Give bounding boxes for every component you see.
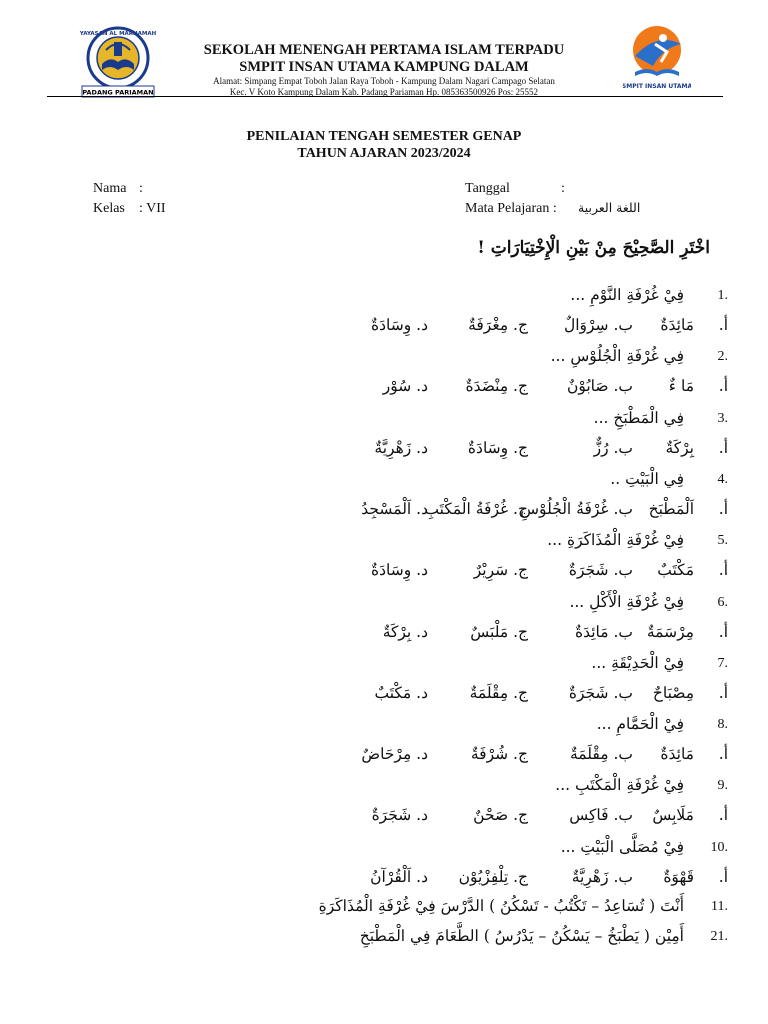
option-3[interactable]: ج. سَرِيْرٌ (473, 561, 528, 580)
logo-left-top-text: YAYASAN AL MARHAMAH (79, 31, 157, 37)
option-4[interactable]: د. سُوْر (382, 377, 428, 396)
option-letter-a: أ. (718, 622, 728, 641)
options-row (188, 561, 728, 587)
school-header (160, 42, 608, 98)
option-letter-a: أ. (718, 316, 728, 334)
option-2[interactable]: ب. فَاكِس (569, 806, 633, 825)
option-2[interactable]: ب. صَابُوْنٌ (566, 377, 633, 396)
option-2[interactable]: ب. زَهْرِيَّةٌ (571, 867, 633, 886)
option-1[interactable]: مَائِدَةٌ (660, 745, 694, 764)
option-3[interactable]: ج. شُرْفَةٌ (470, 745, 528, 764)
foundation-logo (76, 26, 160, 98)
tanggal-separator: : (561, 181, 565, 196)
question-number: 5. (717, 533, 728, 549)
question-number: 9. (717, 778, 728, 794)
options-row (188, 684, 728, 710)
question-number: 4. (717, 471, 728, 487)
question-number: 2. (717, 349, 728, 365)
option-4[interactable]: د. شَجَرَةٌ (371, 806, 428, 825)
option-4[interactable]: د. زَهْرِيَّةٌ (374, 438, 428, 457)
option-3[interactable]: ج. صَحْنٌ (473, 806, 528, 825)
question-row (188, 838, 728, 864)
kelas-value: : VII (139, 201, 166, 216)
question-row (188, 470, 728, 496)
question-text: فِي غُرْفَةِ الْجُلُوْسِ ... (550, 347, 684, 366)
question-text: فِيْ غُرْفَةِ الْأَكْلِ ... (569, 592, 684, 611)
option-letter-a: أ. (718, 867, 728, 886)
school-logo (623, 22, 691, 92)
essay-number: 11. (711, 899, 728, 914)
exam-title-line-1: PENILAIAN TENGAH SEMESTER GENAP (246, 129, 522, 144)
essay-text: أَنْتَ ( تُسَاعِدُ – تَكْتُبُ - تَسْكُنُ ) الدَّرْسَ فِيْ غُرْفَةِ الْمُذَاكَرَةِ (318, 897, 684, 915)
option-4[interactable]: د. مِرْحَاضٌ (361, 745, 428, 764)
option-3[interactable]: ج. تِلْفِزْيُوْن (458, 867, 528, 886)
option-letter-a: أ. (718, 499, 728, 518)
options-row (188, 316, 728, 342)
option-3[interactable]: ج. مِنْضَدَةٌ (465, 377, 528, 396)
option-letter-a: أ. (718, 683, 728, 702)
option-2[interactable]: ب. مَائِدَةٌ (574, 622, 633, 641)
nama-label: Nama (93, 181, 127, 196)
option-3[interactable]: ج. مِقْلَمَةٌ (469, 683, 528, 702)
exam-title (0, 128, 768, 162)
option-letter-a: أ. (718, 745, 728, 764)
logo-left-bottom-text: PADANG PARIAMAN (82, 88, 154, 97)
option-3[interactable]: ج. مَلْبَسٌ (470, 622, 528, 641)
question-row (188, 531, 728, 557)
question-text: فِيْ الْحَمَّامِ ... (596, 715, 684, 734)
essay-text: أَمِيْن ( يَطْبَخُ – يَسْكُنُ – يَدْرُسُ ) الطَّعَامَ فِي الْمَطْبَخِ (359, 927, 684, 945)
question-number: 1. (717, 288, 728, 303)
school-line-2: SMPIT INSAN UTAMA KAMPUNG DALAM (239, 59, 529, 75)
question-text: فِي الْبَيْتِ .. (610, 469, 684, 488)
options-row (188, 745, 728, 771)
question-text: فِيْ مُصَلَّى الْبَيْتِ ... (560, 837, 684, 856)
question-number: 8. (717, 717, 728, 733)
options-row (188, 439, 728, 465)
mapel-label: Mata Pelajaran : (465, 201, 557, 216)
question-text: فِيْ الْحَدِيْقَةِ ... (591, 653, 684, 672)
question-row (188, 286, 728, 312)
question-row (188, 715, 728, 741)
option-1[interactable]: مَا ءٌ (668, 377, 694, 396)
option-1[interactable]: مِصْبَاحٌ (652, 683, 694, 702)
option-3[interactable]: ج. وِسَادَةٌ (467, 438, 528, 457)
option-letter-a: أ. (718, 561, 728, 580)
option-4[interactable]: د. اَلْقُرْآنُ (370, 867, 428, 886)
exam-title-line-2: TAHUN AJARAN 2023/2024 (297, 146, 471, 161)
header-divider (47, 96, 723, 97)
option-1[interactable]: بِرْكَةٌ (665, 438, 694, 457)
option-2[interactable]: ب. غُرْفَةُ الْجُلُوْسِ (520, 499, 633, 518)
option-letter-a: أ. (718, 806, 728, 825)
question-row (188, 593, 728, 619)
option-1[interactable]: مَلَابِسٌ (652, 806, 694, 825)
option-4[interactable]: د. مَكْتَبٌ (374, 683, 428, 702)
option-4[interactable]: د. وِسَادَةٌ (371, 561, 428, 580)
kelas-label: Kelas (93, 201, 125, 216)
address-line-2: Kec. V Koto Kampung Dalam Kab. Padang Pariaman Hp. 085363500926 Pos: 25552 (229, 87, 539, 97)
option-4[interactable]: د. وِسَادَةٌ (371, 316, 428, 334)
option-3[interactable]: ج. غُرْفَةُ الْمَكْتَبِ (424, 499, 528, 518)
option-1[interactable]: مَائِدَةٌ (660, 316, 694, 334)
instruction: اخْتَرِ الصَّحِيْحَ مِنْ بَيْنِ الْإِخْتِيَارَاتِ ! (477, 238, 710, 258)
option-4[interactable]: د. بِرْكَةٌ (382, 622, 428, 641)
logo-right-text: SMPIT INSAN UTAMA (623, 83, 691, 90)
option-4[interactable]: د. اَلْمَسْجِدُ (361, 499, 428, 518)
option-1[interactable]: مَكْتَبٌ (657, 561, 694, 580)
question-row (188, 347, 728, 373)
option-3[interactable]: ج. مِغْرَفَةٌ (468, 316, 528, 334)
question-text: فِيْ غُرْفَةِ النَّوْمِ ... (570, 286, 684, 304)
option-2[interactable]: ب. رُزٌّ (593, 438, 633, 457)
options-row (188, 806, 728, 832)
question-number: 10. (710, 839, 728, 855)
question-text: فِي الْمَطْبَخِ ... (593, 408, 684, 427)
tanggal-label: Tanggal (465, 181, 510, 196)
question-text: فِيْ غُرْفَةِ الْمُذَاكَرَةِ ... (547, 531, 684, 550)
question-text: فِيْ غُرْفَةِ الْمَكْتَبِ ... (555, 776, 684, 795)
essay-row (188, 927, 728, 953)
essay-row (188, 897, 728, 923)
option-2[interactable]: ب. شَجَرَةٌ (568, 561, 633, 580)
option-1[interactable]: اَلْمَطْبَخ (648, 499, 694, 518)
mapel-value: اللغة العربية (578, 200, 641, 215)
options-row (188, 623, 728, 649)
options-row (188, 377, 728, 403)
question-row (188, 776, 728, 802)
school-line-1: SEKOLAH MENENGAH PERTAMA ISLAM TERPADU (203, 42, 565, 58)
option-2[interactable]: ب. مِقْلَمَةٌ (570, 745, 633, 764)
option-2[interactable]: ب. سِرْوَالٌ (563, 316, 633, 334)
option-1[interactable]: مِرْسَمَةٌ (646, 622, 694, 641)
question-row (188, 654, 728, 680)
question-number: 7. (717, 655, 728, 671)
essay-number: 21. (710, 929, 728, 944)
options-row (188, 500, 728, 526)
options-row (188, 868, 728, 894)
option-1[interactable]: قَهْوَةٌ (663, 867, 694, 886)
question-number: 3. (717, 410, 728, 426)
question-row (188, 409, 728, 435)
option-2[interactable]: ب. شَجَرَةٌ (568, 683, 633, 702)
option-letter-a: أ. (718, 377, 728, 396)
address-line-1: Alamat: Simpang Empat Toboh Jalan Raya Toboh - Kampung Dalam Nagari Campago Selatan (213, 76, 555, 86)
question-number: 6. (717, 594, 728, 610)
option-letter-a: أ. (718, 438, 728, 457)
nama-separator: : (139, 181, 143, 196)
